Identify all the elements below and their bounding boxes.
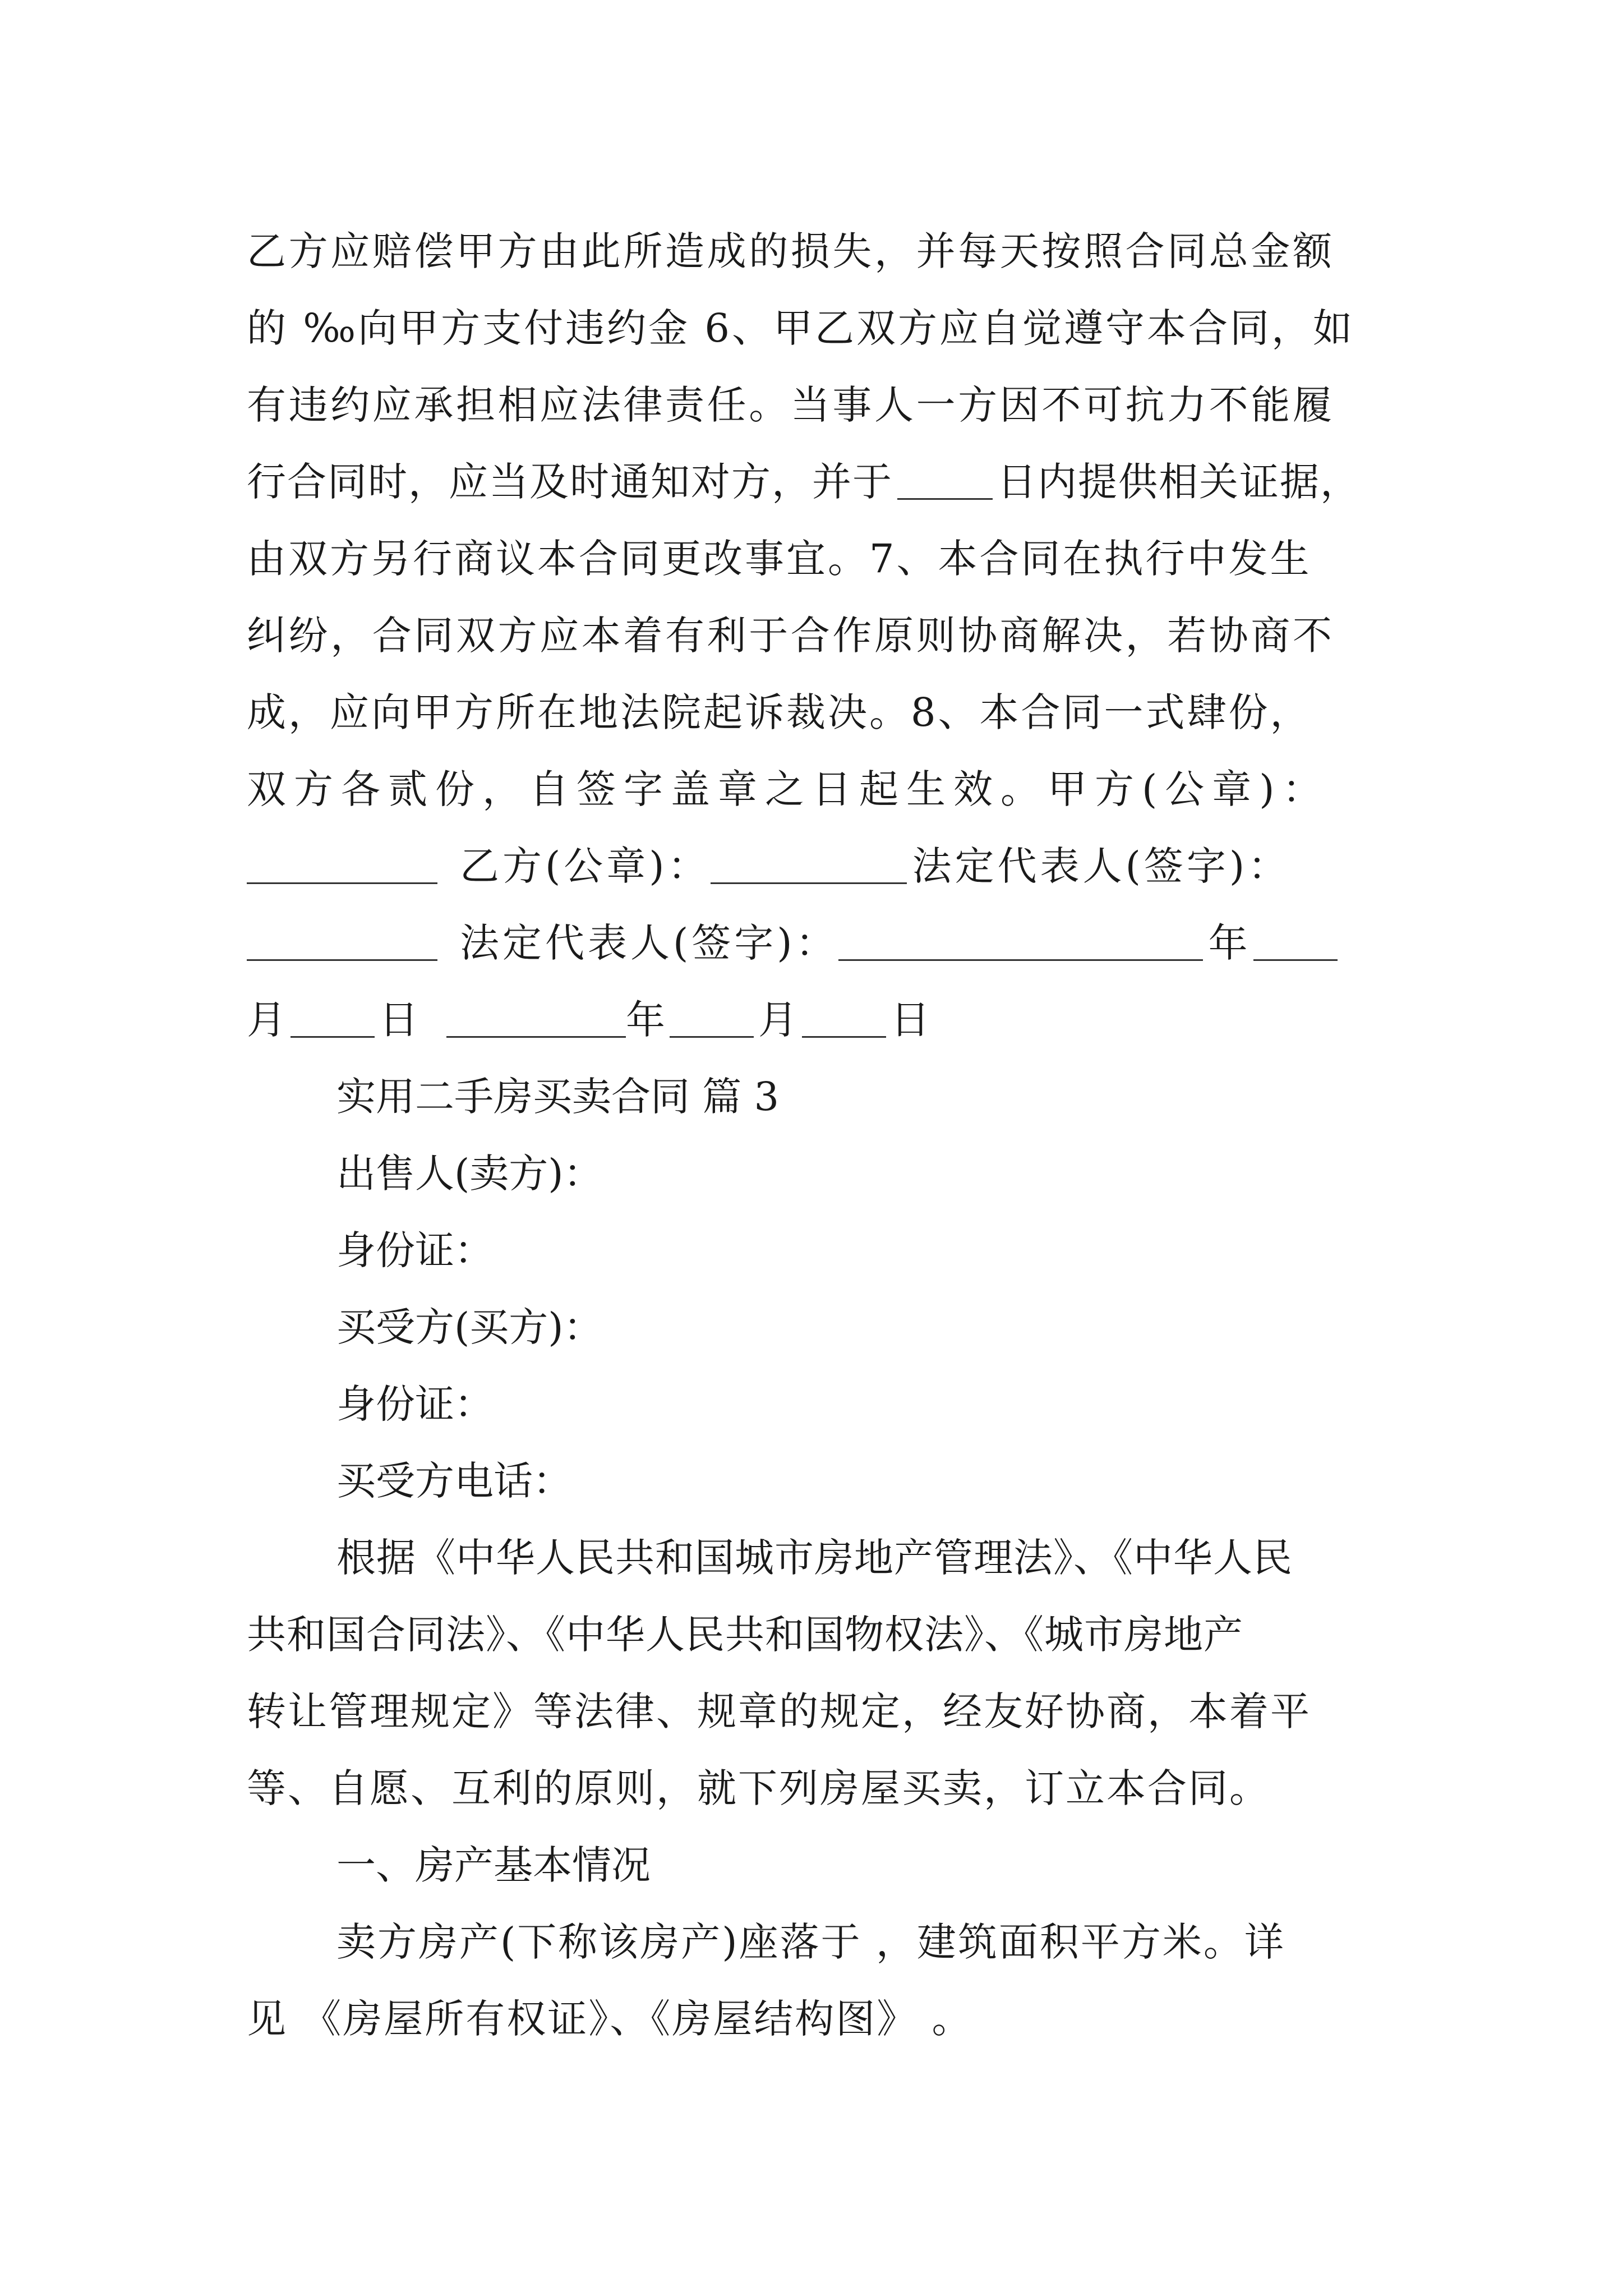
text-line: 由双方另行商议本合同更改事宜。7、本合同在执行中发生 [247,536,1312,582]
legal-rep-label: 法定代表人(签字)： [912,843,1291,889]
text-line: 乙方应赔偿甲方由此所造成的损失，并每天按照合同总金额 [247,228,1335,274]
seller-id-field: 身份证： [336,1227,494,1273]
seller-field: 出售人(卖方)： [336,1151,603,1197]
text-line: 共和国合同法》、《中华人民共和国物权法》、《城市房地产 [247,1612,1243,1658]
text-line: 成，应向甲方所在地法院起诉裁决。8、本合同一式肆份， [247,689,1312,735]
signature-line [247,828,1380,905]
blank-line [247,882,437,884]
day-label: 日 [379,997,418,1043]
blank-line [711,882,907,884]
blank-line [838,959,1203,961]
blank-line [1253,959,1338,961]
text-line: 转让管理规定》等法律、规章的规定，经友好协商，本着平 [247,1688,1311,1734]
text-line: 见 《房屋所有权证》、《房屋结构图》 。 [247,1996,973,2042]
party-b-seal-label: 乙方(公章)： [460,843,711,889]
text-line: 的 ‰向甲方支付违约金 6、甲乙双方应自觉遵守本合同，如 [247,305,1354,351]
year-label: 年 [1208,920,1248,966]
text-line: 等、自愿、互利的原则，就下列房屋买卖，订立本合同。 [247,1765,1270,1811]
text-segment: 行合同时，应当及时通知对方，并于 [247,459,893,505]
text-line: 有违约应承担相应法律责任。当事人一方因不可抗力不能履 [247,382,1335,428]
blank-line [446,1036,626,1038]
signature-line [247,905,1380,982]
section-title: 实用二手房买卖合同 篇 3 [336,1074,780,1120]
year-label: 年 [626,997,665,1043]
blank-line [897,498,993,500]
buyer-field: 买受方(买方)： [336,1304,603,1350]
blank-line [802,1036,886,1038]
legal-rep-label: 法定代表人(签字)： [460,920,838,966]
day-label: 日 [891,997,930,1043]
month-label: 月 [758,997,797,1043]
article-title: 一、房产基本情况 [336,1842,651,1888]
text-segment: 日内提供相关证据， [997,459,1361,505]
buyer-phone-field: 买受方电话： [336,1458,572,1504]
buyer-id-field: 身份证： [336,1381,494,1427]
text-line: 双方各贰份，自签字盖章之日起生效。甲方(公章)： [247,766,1330,812]
month-label: 月 [247,997,286,1043]
document-body [247,213,1380,2058]
text-line: 根据《中华人民共和国城市房地产管理法》、《中华人民 [336,1535,1293,1581]
blank-line [247,959,437,961]
date-line [247,982,1380,1059]
text-line: 卖方房产(下称该房产)座落于 ，建筑面积平方米。详 [336,1919,1285,1965]
blank-line [291,1036,375,1038]
text-line [247,444,1380,521]
text-line: 纠纷，合同双方应本着有利于合作原则协商解决，若协商不 [247,613,1335,659]
blank-line [670,1036,754,1038]
